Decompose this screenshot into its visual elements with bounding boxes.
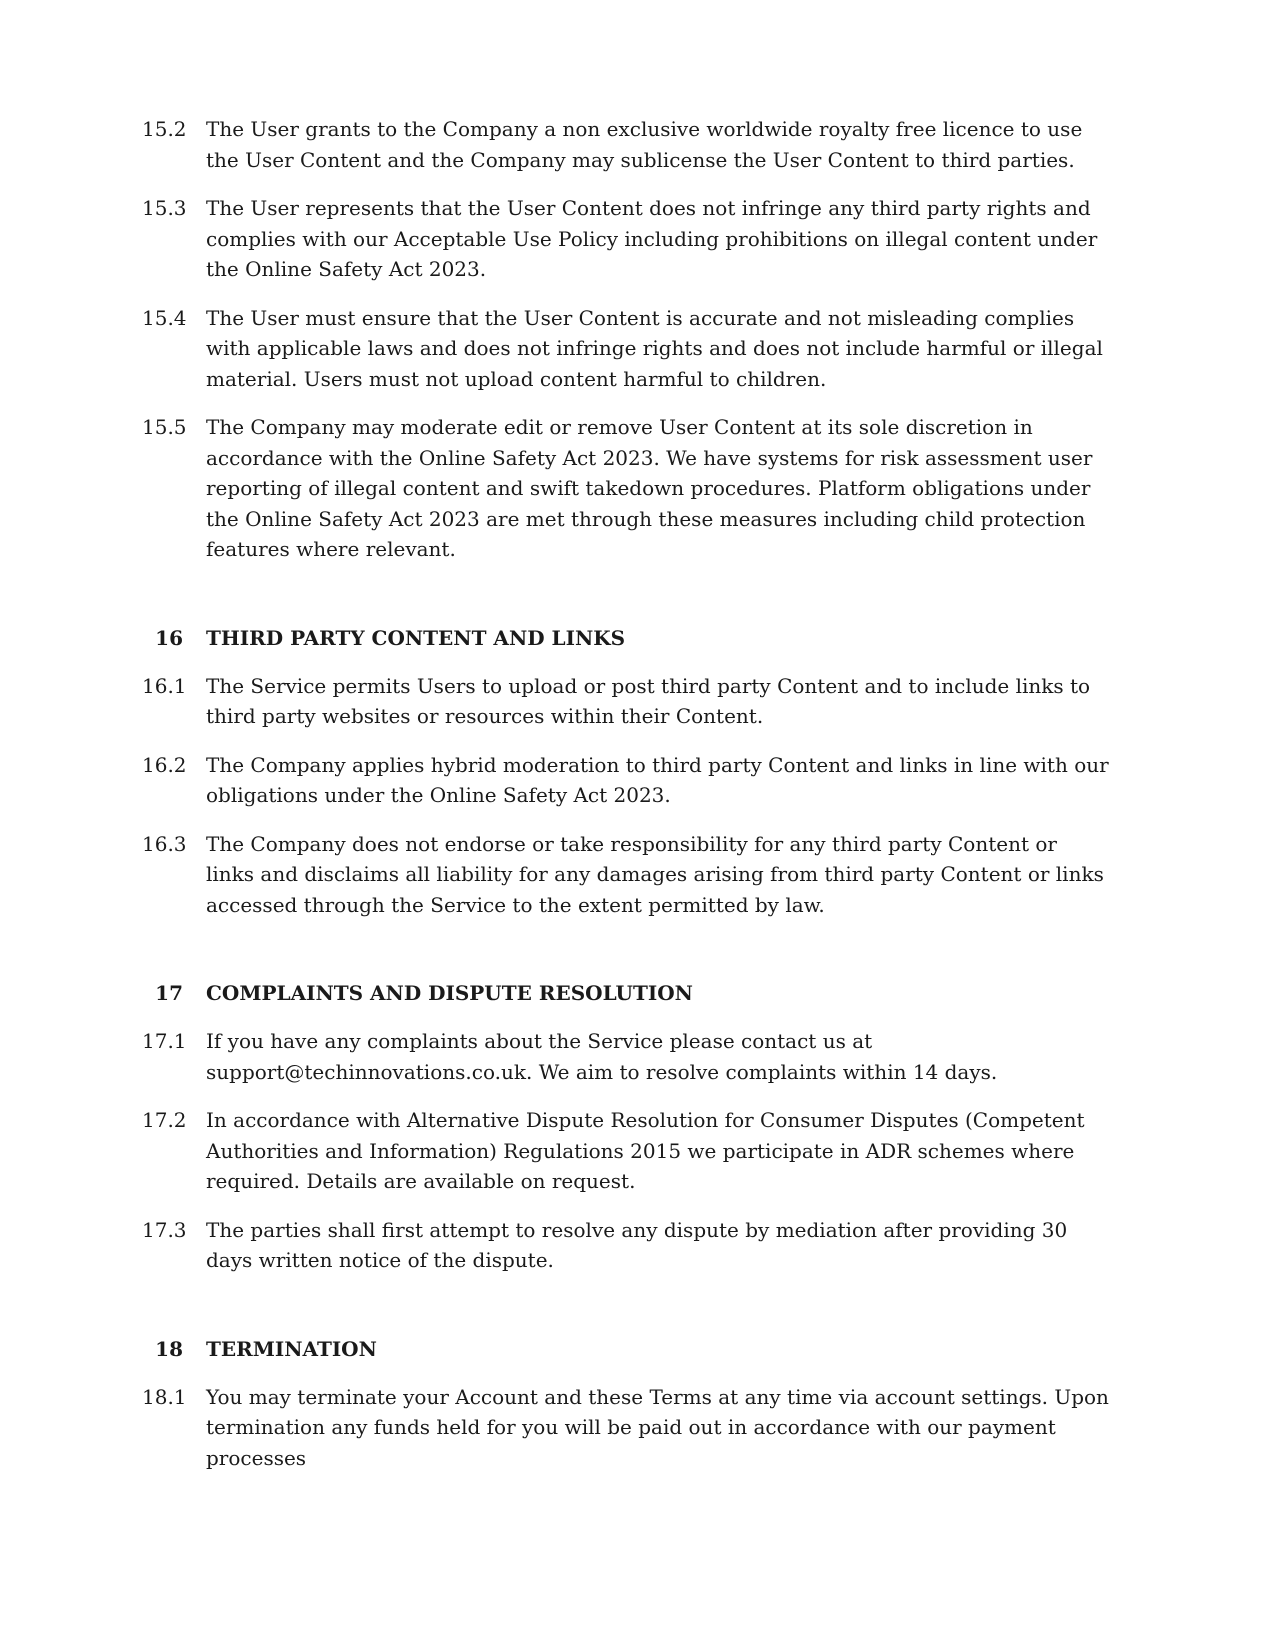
clause-number: 17.2 — [142, 1108, 187, 1132]
section-number: 17 — [155, 981, 183, 1005]
clause-18-1 — [142, 1382, 1145, 1474]
clause-17-2 — [142, 1105, 1145, 1197]
clause-text: The Service permits Users to upload or post third party Content and to include links to third party websites or resources within their Content. — [206, 673, 1091, 728]
section-title: COMPLAINTS AND DISPUTE RESOLUTION — [206, 981, 693, 1005]
clause-text: The Company does not endorse or take responsibility for any third party Content or links and disclaims all liability for any damages arising from third party Content or links accessed through the Service to the extent permitted by law. — [206, 831, 1104, 917]
clause-15-2 — [142, 114, 1145, 175]
clause-number: 17.1 — [142, 1029, 187, 1053]
clause-17-1 — [142, 1026, 1145, 1087]
clause-number: 17.3 — [142, 1217, 187, 1242]
section-heading-18 — [142, 1334, 1145, 1364]
clause-16-3 — [142, 829, 1145, 921]
clause-15-3 — [142, 193, 1145, 285]
clause-text: The Company may moderate edit or remove User Content at its sole discretion in accordance with the Online Safety Act 2023. We have systems for risk assessment user reporting of illegal content and swift takedown procedures. Platform obligations under the Online Safety Act 2023 are met through these measures including child protection features where relevant. — [206, 415, 1093, 561]
clause-number: 16.2 — [142, 752, 187, 777]
section-number: 16 — [155, 625, 183, 650]
clause-16-1 — [142, 671, 1145, 732]
clause-17-3 — [142, 1215, 1145, 1276]
clause-15-5 — [142, 412, 1145, 565]
clause-text: If you have any complaints about the Service please contact us at support@techinnovations.co.uk. We aim to resolve complaints within 14 days. — [206, 1029, 998, 1084]
clause-text: In accordance with Alternative Dispute Resolution for Consumer Disputes (Competent Authorities and Information) Regulations 2015 we participate in ADR schemes where required. Details are available on request. — [206, 1108, 1085, 1193]
section-number: 18 — [155, 1336, 183, 1361]
clause-text: The Company applies hybrid moderation to third party Content and links in line with our obligations under the Online Safety Act 2023. — [206, 752, 1109, 807]
clause-text: The User represents that the User Content does not infringe any third party rights and complies with our Acceptable Use Policy including prohibitions on illegal content under the Online Safety Act 2023. — [206, 196, 1098, 281]
clause-number: 15.2 — [142, 117, 187, 141]
clause-text: You may terminate your Account and these Terms at any time via account settings. Upon termination any funds held for you will be paid out in accordance with our payment processes — [206, 1384, 1109, 1470]
section-heading-17 — [142, 978, 1145, 1008]
section-heading-16 — [142, 623, 1145, 653]
clause-text: The User grants to the Company a non exclusive worldwide royalty free licence to use the User Content and the Company may sublicense the User Content to third parties. — [206, 117, 1083, 172]
clause-15-4 — [142, 303, 1145, 395]
clause-number: 18.1 — [142, 1384, 187, 1409]
clause-16-2 — [142, 750, 1145, 811]
clause-number: 16.3 — [142, 831, 187, 856]
clause-number: 15.4 — [142, 305, 187, 330]
section-title: TERMINATION — [206, 1336, 377, 1361]
clause-text: The User must ensure that the User Content is accurate and not misleading complies with applicable laws and does not infringe rights and does not include harmful or illegal material. Users must not upload content harmful to children. — [206, 305, 1103, 391]
clause-number: 16.1 — [142, 673, 187, 698]
section-title: THIRD PARTY CONTENT AND LINKS — [206, 625, 626, 650]
clause-number: 15.5 — [142, 415, 187, 439]
clause-number: 15.3 — [142, 196, 187, 220]
clause-text: The parties shall first attempt to resolve any dispute by mediation after providing 30 days written notice of the dispute. — [206, 1217, 1068, 1272]
